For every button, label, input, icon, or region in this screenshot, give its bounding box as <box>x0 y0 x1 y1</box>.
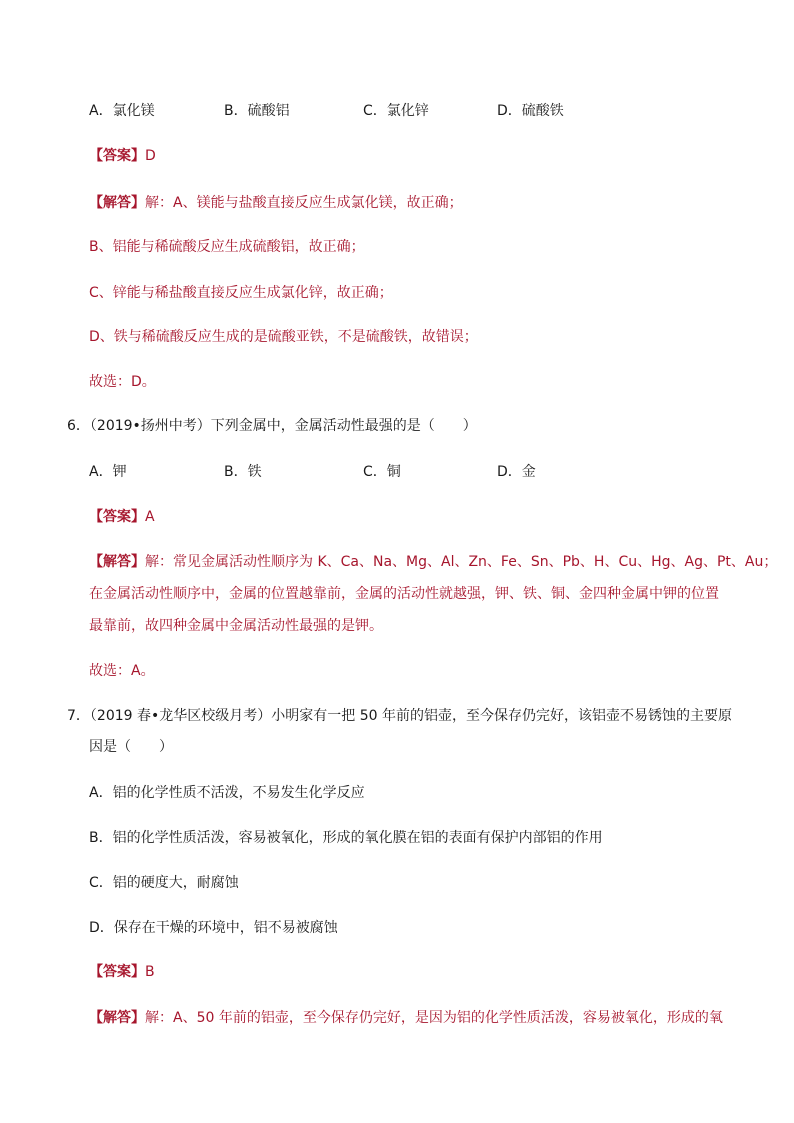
q6-answer <box>89 507 155 527</box>
q7-explain-line-1: 【解答】解：A、50 年前的铝壶，至今保存仍完好，是因为铝的化学性质活泼，容易被氧化，形成的氧 <box>89 1010 723 1026</box>
q5-option-a: A．氯化镁 <box>89 103 155 119</box>
q6-answer-tag: 【答案】 <box>89 509 145 525</box>
q7-option-c: C．铝的硬度大，耐腐蚀 <box>89 875 239 891</box>
q7-stem-line-2: 因是（ ） <box>89 739 173 755</box>
q6-answer-value: A <box>145 509 155 525</box>
q7-answer-tag: 【答案】 <box>89 964 145 980</box>
q5-option-b: B．硫酸铝 <box>224 103 290 119</box>
q5-explain-tag: 【解答】 <box>89 195 145 211</box>
q5-choice: 故选：D。 <box>89 374 156 390</box>
q6-explain-tag: 【解答】 <box>89 554 145 570</box>
q5-answer-tag: 【答案】 <box>89 148 145 164</box>
q5-answer <box>89 146 156 166</box>
q5-explain-line-4: D、铁与稀硫酸反应生成的是硫酸亚铁，不是硫酸铁，故错误； <box>89 329 478 345</box>
q5-explain-line-3: C、锌能与稀盐酸直接反应生成氯化锌，故正确； <box>89 285 393 301</box>
q7-explain-tag: 【解答】 <box>89 1010 145 1026</box>
q6-explain-line-2: 在金属活动性顺序中，金属的位置越靠前，金属的活动性就越强，钾、铁、铜、金四种金属中钾的位置 <box>89 586 719 602</box>
q6-option-a: A．钾 <box>89 464 127 480</box>
q6-option-c: C．铜 <box>363 464 401 480</box>
q5-explain-line-1: 【解答】解：A、镁能与盐酸直接反应生成氯化镁，故正确； <box>89 195 463 211</box>
q7-answer <box>89 962 155 982</box>
q7-option-d: D．保存在干燥的环境中，铝不易被腐蚀 <box>89 920 338 936</box>
q6-option-b: B．铁 <box>224 464 262 480</box>
q6-explain-line-3: 最靠前，故四种金属中金属活动性最强的是钾。 <box>89 618 383 634</box>
q5-answer-value: D <box>145 148 156 164</box>
q5-option-d: D．硫酸铁 <box>497 103 564 119</box>
q5-option-c: C．氯化锌 <box>363 103 429 119</box>
q6-stem: 6．（2019•扬州中考）下列金属中，金属活动性最强的是（ ） <box>67 418 477 434</box>
q6-choice: 故选：A。 <box>89 663 155 679</box>
q7-option-a: A．铝的化学性质不活泼，不易发生化学反应 <box>89 785 365 801</box>
q7-answer-value: B <box>145 964 155 980</box>
q6-explain-line-1: 【解答】解：常见金属活动性顺序为 K、Ca、Na、Mg、Al、Zn、Fe、Sn、Pb、H、Cu、Hg、Ag、Pt、Au； <box>89 554 778 570</box>
q7-option-b: B．铝的化学性质活泼，容易被氧化，形成的氧化膜在铝的表面有保护内部铝的作用 <box>89 830 603 846</box>
q5-explain-line-2: B、铝能与稀硫酸反应生成硫酸铝，故正确； <box>89 239 365 255</box>
q6-option-d: D．金 <box>497 464 536 480</box>
q7-stem-line-1: 7．（2019 春•龙华区校级月考）小明家有一把 50 年前的铝壶，至今保存仍完好，该铝壶不易锈蚀的主要原 <box>67 708 732 724</box>
